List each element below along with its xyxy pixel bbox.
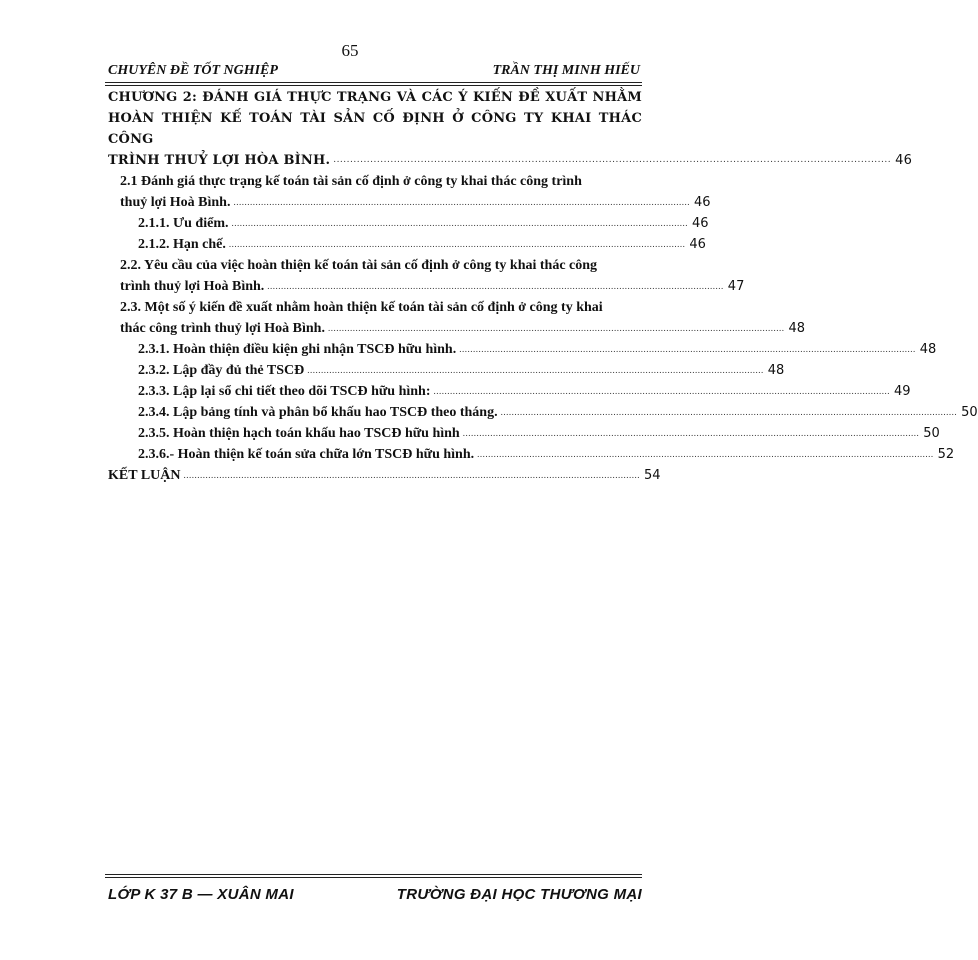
- toc-entry-line: KẾT LUẬN: [108, 468, 181, 483]
- header-divider: [105, 82, 642, 83]
- toc-page-number: 47: [727, 279, 745, 294]
- toc-entry-line: 2.1.1. Ưu điểm.: [138, 216, 229, 231]
- toc-chapter-last-line: [108, 150, 913, 171]
- toc-chapter-line: TRÌNH THUỶ LỢI HÒA BÌNH.: [108, 153, 331, 168]
- toc-entry-2-1: [120, 171, 711, 213]
- toc-page-number: 50: [923, 426, 940, 441]
- toc-entry-row: [138, 381, 911, 402]
- toc-entry-line: thuỷ lợi Hoà Bình.: [120, 195, 231, 210]
- toc-entry-line: 2.3.4. Lập bảng tính và phân bổ khấu hao TSCĐ theo tháng.: [138, 405, 498, 420]
- toc-entry-line: thác công trình thuỷ lợi Hoà Bình.: [120, 321, 325, 336]
- footer-class: LỚP K 37 B — XUÂN MAI: [108, 886, 294, 903]
- leader-dots: ......................................................................................................................................................................: [327, 323, 785, 333]
- toc-entry-2-3-6: [138, 444, 955, 465]
- toc-page-number: 48: [788, 321, 806, 336]
- toc-entry-line: 2.3.6.- Hoàn thiện kế toán sửa chữa lớn TSCĐ hữu hình.: [138, 447, 475, 462]
- toc-entry-line: 2.2. Yêu cầu của việc hoàn thiện kế toán tài sản cố định ở công ty khai thác công: [120, 258, 598, 273]
- leader-dots: ......................................................................................................................................................................: [462, 428, 920, 438]
- toc-entry-line: 2.3.5. Hoàn thiện hạch toán khấu hao TSCĐ hữu hình: [138, 426, 460, 441]
- footer-divider: [105, 874, 642, 875]
- toc-entry-row: [138, 444, 955, 465]
- toc-entry-2-2: [120, 255, 745, 297]
- footer-university: TRƯỜNG ĐẠI HỌC THƯƠNG MẠI: [396, 886, 642, 903]
- toc-page-number: 46: [693, 195, 711, 210]
- leader-dots: ......................................................................................................................................................................: [267, 281, 724, 291]
- toc-entry-line: 2.3.1. Hoàn thiện điều kiện ghi nhận TSCĐ hữu hình.: [138, 342, 457, 357]
- toc-entry-row: [138, 360, 785, 381]
- toc-entry-2-1-2: [138, 234, 706, 255]
- leader-dots: ......................................................................................................................................................................: [233, 197, 690, 207]
- toc-entry-row: [138, 423, 940, 444]
- header-divider-thin: [105, 85, 642, 86]
- toc-entry-line: 2.3.2. Lập đầy đủ thẻ TSCĐ: [138, 363, 305, 378]
- toc-entry-line: 2.1 Đánh giá thực trạng kế toán tài sản cố định ở công ty khai thác công trình: [120, 174, 582, 189]
- toc-page-number: 48: [767, 363, 785, 378]
- toc-chapter-2: [108, 87, 913, 171]
- table-of-contents: [108, 87, 978, 486]
- toc-entry-2-3-1: [138, 339, 937, 360]
- toc-entry-line: 2.1.2. Hạn chế.: [138, 237, 226, 252]
- toc-chapter-line: CHƯƠNG 2: ĐÁNH GIÁ THỰC TRẠNG VÀ CÁC Ý KIẾN ĐỀ XUẤT NHẰM: [108, 90, 642, 105]
- leader-dots: ......................................................................................................................................................................: [477, 449, 934, 459]
- leader-dots: ......................................................................................................................................................................: [433, 386, 890, 396]
- leader-dots: ......................................................................................................................................................................: [183, 470, 640, 480]
- toc-entry-2-3-3: [138, 381, 911, 402]
- toc-entry-row: [138, 213, 709, 234]
- toc-page-number: 46: [691, 216, 709, 231]
- toc-entry-row: [138, 339, 937, 360]
- toc-entry-row: [120, 276, 745, 297]
- header-thesis-type: CHUYÊN ĐỀ TỐT NGHIỆP: [108, 63, 278, 78]
- leader-dots: ......................................................................................................................................................................: [459, 344, 916, 354]
- toc-entry-row: [138, 402, 978, 423]
- leader-dots: ......................................................................................................................................................................: [500, 407, 958, 417]
- toc-page-number: 46: [689, 237, 706, 252]
- toc-entry-row: [138, 234, 706, 255]
- toc-entry-2-3-2: [138, 360, 785, 381]
- toc-entry-2-3-5: [138, 423, 940, 444]
- toc-page-number: 52: [937, 447, 955, 462]
- toc-entry-row: [120, 318, 806, 339]
- toc-entry-2-1-1: [138, 213, 709, 234]
- toc-page-number: 50: [961, 405, 978, 420]
- header-author: TRẦN THỊ MINH HIẾU: [492, 63, 640, 78]
- toc-entry-line: 2.3.3. Lập lại sổ chi tiết theo dõi TSCĐ hữu hình:: [138, 384, 431, 399]
- toc-entry-2-3-4: [138, 402, 978, 423]
- toc-page-number: 48: [919, 342, 937, 357]
- toc-entry-line: trình thuỷ lợi Hoà Bình.: [120, 279, 265, 294]
- toc-entry-line: 2.3. Một số ý kiến đề xuất nhằm hoàn thiện kế toán tài sản cố định ở công ty khai: [120, 300, 603, 315]
- page-number: 65: [341, 41, 359, 60]
- leader-dots: ......................................................................................................................................................................: [307, 365, 764, 375]
- toc-entry-2-3: [120, 297, 806, 339]
- footer-divider-thin: [105, 877, 642, 878]
- toc-page-number: 49: [893, 384, 911, 399]
- leader-dots: ......................................................................................................................................................................: [333, 155, 892, 165]
- toc-page-number: 46: [895, 153, 913, 168]
- toc-page-number: 54: [643, 468, 661, 483]
- toc-chapter-line: HOÀN THIỆN KẾ TOÁN TÀI SẢN CỐ ĐỊNH Ở CÔNG TY KHAI THÁC CÔNG: [108, 111, 642, 147]
- toc-entry-row: [108, 465, 661, 486]
- toc-entry-row: [120, 192, 711, 213]
- leader-dots: ......................................................................................................................................................................: [228, 239, 686, 249]
- leader-dots: ......................................................................................................................................................................: [231, 218, 688, 228]
- toc-entry-conclusion: [108, 465, 661, 486]
